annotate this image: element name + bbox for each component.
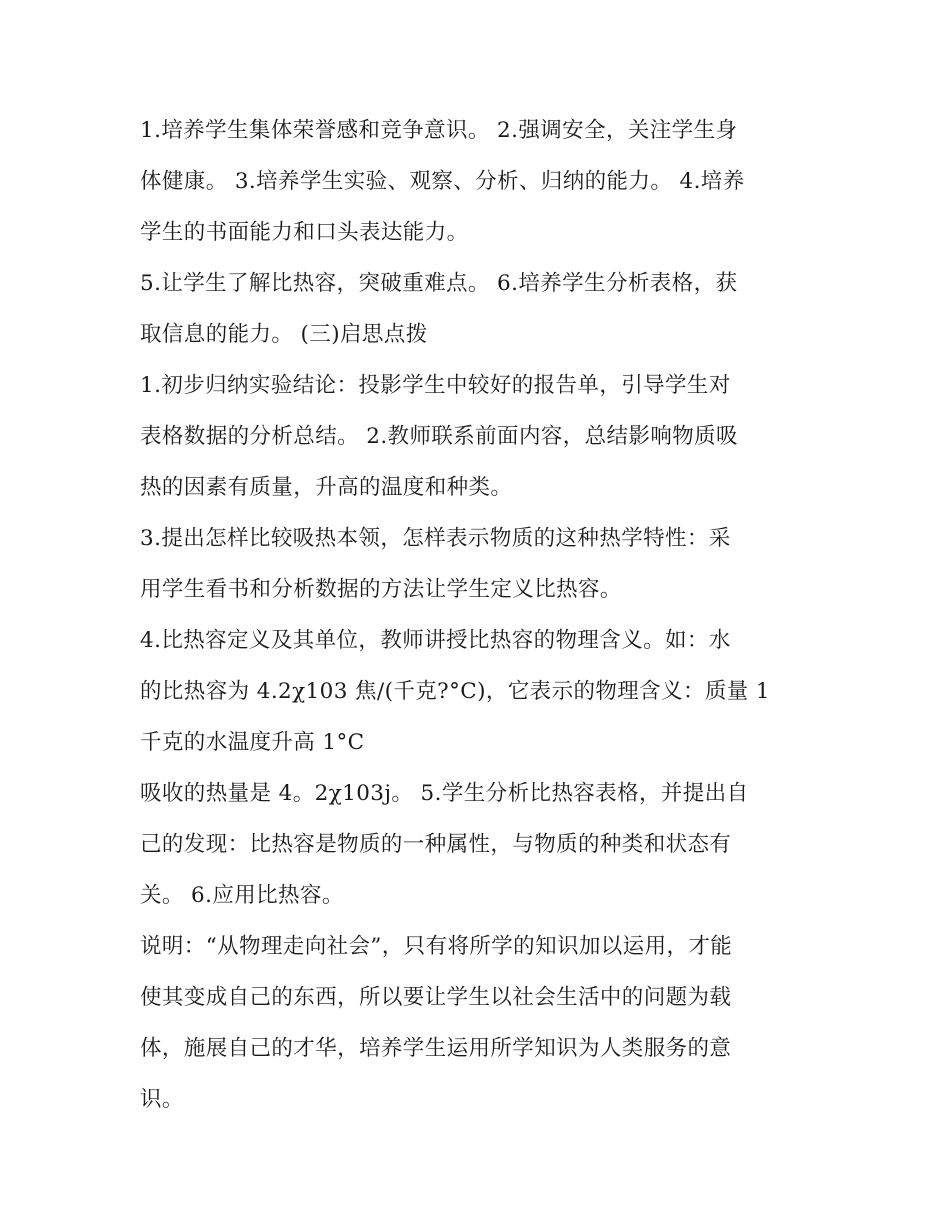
text-line: 己的发现：比热容是物质的一种属性，与物质的种类和状态有 — [140, 832, 732, 857]
paragraph-step-1-2 — [140, 360, 818, 513]
text-line: 学生的书面能力和口头表达能力。 — [140, 220, 469, 245]
paragraph-step-3 — [140, 513, 818, 615]
text-line: 说明：“从物理走向社会”，只有将所学的知识加以运用，才能 — [140, 934, 733, 959]
paragraph-step-5-6 — [140, 768, 818, 921]
paragraph-note — [140, 921, 818, 1125]
text-line: 5.让学生了解比热容，突破重难点。 6.培养学生分析表格，获 — [140, 271, 738, 296]
text-line: 取信息的能力。 (三)启思点拨 — [140, 322, 428, 347]
paragraph-step-4 — [140, 615, 818, 768]
paragraph-objectives — [140, 105, 818, 258]
text-line: 吸收的热量是 4。2χ103j。 5.学生分析比热容表格，并提出自 — [140, 781, 749, 806]
text-line: 4.比热容定义及其单位，教师讲授比热容的物理含义。如：水 — [140, 628, 731, 653]
document-body — [140, 105, 818, 1125]
text-line: 关。 6.应用比热容。 — [140, 883, 344, 908]
text-line: 1.培养学生集体荣誉感和竞争意识。 2.强调安全，关注学生身 — [140, 118, 738, 143]
text-line: 热的因素有质量，升高的温度和种类。 — [140, 475, 513, 500]
text-line: 体健康。 3.培养学生实验、观察、分析、归纳的能力。 4.培养 — [140, 169, 745, 194]
text-line: 识。 — [140, 1087, 184, 1112]
text-line: 用学生看书和分析数据的方法让学生定义比热容。 — [140, 577, 622, 602]
text-line: 体，施展自己的才华，培养学生运用所学知识为人类服务的意 — [140, 1036, 732, 1061]
text-line: 使其变成自己的东西，所以要让学生以社会生活中的问题为载 — [140, 985, 732, 1010]
text-line: 3.提出怎样比较吸热本领，怎样表示物质的这种热学特性：采 — [140, 526, 731, 551]
text-line: 1.初步归纳实验结论：投影学生中较好的报告单，引导学生对 — [140, 373, 731, 398]
text-line: 表格数据的分析总结。 2.教师联系前面内容，总结影响物质吸 — [140, 424, 738, 449]
text-line: 千克的水温度升高 1°C — [140, 730, 365, 755]
text-line: 的比热容为 4.2χ103 焦/(千克?°C)，它表示的物理含义：质量 1 — [140, 679, 770, 704]
paragraph-objectives-cont — [140, 258, 818, 360]
